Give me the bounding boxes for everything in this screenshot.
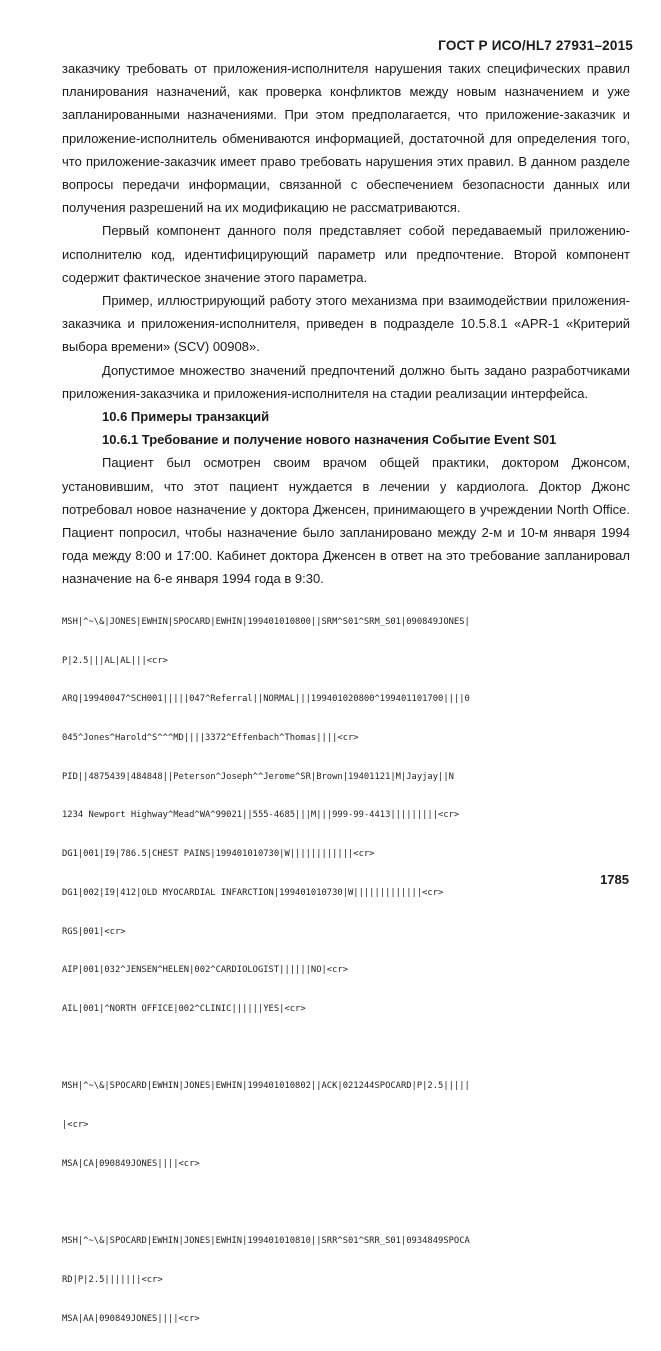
code-spacer [62,1197,634,1210]
paragraph-example-reference: Пример, иллюстрирующий работу этого механизма при взаимодействии приложения-заказчика и приложения-исполнителя, приведен в подразделе 10.5.8.1 «APR-1 «Критерий выбора времени» (SCV) 00908». [62,293,630,355]
code-line: DG1|001|I9|786.5|CHEST PAINS|199401010730|W||||||||||||<cr> [62,849,375,860]
code-line: AIP|001|032^JENSEN^HELEN|002^CARDIOLOGIST||||||NO|<cr> [62,965,348,976]
code-line: MSA|AA|090849JONES||||<cr> [62,1313,200,1324]
page-header-standard: ГОСТ Р ИСО/HL7 27931–2015 [438,38,633,53]
hl7-message-listing [62,590,634,1351]
code-line: ARQ|19940047^SCH001|||||047^Referral||NORMAL|||199401020800^199401101700||||0 [62,694,470,705]
code-line: MSH|^~\&|SPOCARD|EWHIN|JONES|EWHIN|199401010802||ACK|021244SPOCARD|P|2.5||||| [62,1081,470,1092]
code-spacer [62,1042,634,1055]
paragraph-preferences: Допустимое множество значений предпочтений должно быть задано разработчиками приложения-заказчика и приложения-исполнителя на стадии реализации интерфейса. [62,362,630,401]
code-line: |<cr> [62,1120,89,1131]
code-line: RGS|001|<cr> [62,926,126,937]
code-line: AIL|001|^NORTH OFFICE|002^CLINIC||||||YES|<cr> [62,1004,306,1014]
code-line: DG1|002|I9|412|OLD MYOCARDIAL INFARCTION|199401010730|W|||||||||||||<cr> [62,887,444,898]
paragraph-example: Пациент был осмотрен своим врачом общей практики, доктором Джонсом, установившим, что этот пациент нуждается в лечении у кардиолога. Доктор Джонс потребовал новое назначение у доктора Дженсен, принимающего в учреждении North Office. Пациент попросил, чтобы назначение было запланировано между 2-м и 10-м января 1994 года между 8:00 и 17:00. Кабинет доктора Дженсен в ответ на это требование запланировал назначение на 6-е января 1994 года в 9:30. [62,455,630,587]
subsection-heading: 10.6.1 Требование и получение нового назначения Событие Event S01 [102,432,557,448]
code-line: P|2.5|||AL|AL|||<cr> [62,655,168,666]
section-heading: 10.6 Примеры транзакций [102,409,270,425]
code-line: PID||4875439|484848||Peterson^Joseph^^Jerome^SR|Brown|19401121|M|Jayjay||N [62,771,454,782]
paragraph-continuation: заказчику требовать от приложения-исполнителя нарушения таких специфических правил планирования назначений, как проверка конфликтов между новым назначением и уже запланированными назначениями. При этом предполагается, что приложение-заказчик и приложение-исполнитель обмениваются информацией, достаточной для определения того, что приложение-заказчик имеет право требовать нарушения этих правил. В данном разделе вопросы передачи информации, связанной с обеспечением безопасности данных или получения разрешений на их модификацию не рассматриваются. [62,61,630,216]
page-number: 1785 [600,872,629,887]
code-line: 045^Jones^Harold^S^^^MD||||3372^Effenbach^Thomas||||<cr> [62,732,359,743]
paragraph-first-component: Первый компонент данного поля представляет собой передаваемый приложению-исполнителю код, идентифицирующий параметр или предпочтение. Второй компонент содержит фактическое значение этого параметра. [62,223,630,285]
body-text [62,57,630,591]
code-line: MSH|^~\&|JONES|EWHIN|SPOCARD|EWHIN|199401010800||SRM^S01^SRM_S01|090849JONES| [62,616,470,627]
code-line: 1234 Newport Highway^Mead^WA^99021||555-4685|||M|||999-99-4413|||||||||<cr> [62,810,460,821]
code-line: RD|P|2.5|||||||<cr> [62,1275,163,1285]
code-line: MSA|CA|090849JONES||||<cr> [62,1158,200,1169]
code-line: MSH|^~\&|SPOCARD|EWHIN|JONES|EWHIN|199401010810||SRR^S01^SRR_S01|0934849SPOCA [62,1236,470,1247]
